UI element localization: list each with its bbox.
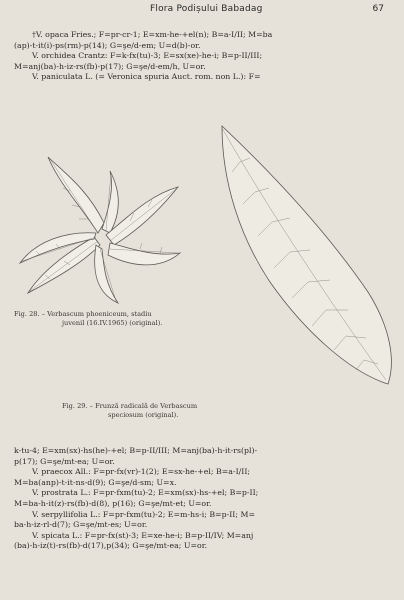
caption-line: Fig. 29. – Frunză radicală de Verbascum bbox=[62, 402, 198, 410]
text-line: †V. opaca Fries.; F=pr-cr-1; E=xm-he-+el(n); B=a-I/II; M=ba bbox=[32, 30, 273, 39]
text-line: (ap)-t-it(i)-ps(rm)-p(14); G=şe/d-em; U=d(b)-or. bbox=[14, 40, 201, 50]
leaf-shape bbox=[108, 243, 180, 265]
text-line: ba-h-iz-rl-d(7); G=şe/mt-es; U=or. bbox=[14, 520, 148, 530]
top-text-block bbox=[14, 30, 390, 83]
text-line: V. serpyllifolia L.: F=pr-fxm(tu)-2; E=m-hs-i; B=p-II; M= bbox=[32, 509, 255, 519]
text-line: p(17); G=şe/mt-ea; U=or. bbox=[14, 456, 115, 466]
caption-line: speciosum (original). bbox=[108, 410, 179, 419]
caption-line: juvenil (16.IV.1965) (original). bbox=[62, 318, 163, 327]
text-line: (ba)-h-iz(t)-rs(fb)-d(17),p(34); G=şe/mt-ea; U=or. bbox=[14, 541, 208, 551]
text-line: k-tu-4; E=xm(sx)-hs(he)-+el; B=p-II/III; M=anj(ba)-h-it-rs(pl)- bbox=[14, 446, 258, 455]
text-line: M=anj(ba)-h-iz-rs(fb)-p(17); G=şe/d-em/h, U=or. bbox=[14, 61, 206, 71]
figure-28-illustration bbox=[10, 145, 185, 310]
text-line: V. prostrata L.: F=pr-fxm(tu)-2; E=xm(sx)-hs-+el; B=p-II; bbox=[32, 488, 259, 498]
bottom-text-block bbox=[14, 446, 390, 552]
page-header bbox=[0, 4, 404, 18]
caption-line: Fig. 28. – Verbascum phoeniceum, stadiu bbox=[14, 310, 152, 318]
text-line: M=ba-h-it(z)-rs(fb)-d(8), p(16); G=şe/mt-et; U=or. bbox=[14, 498, 212, 508]
page-number: 67 bbox=[372, 4, 384, 14]
leaf-shape bbox=[48, 157, 104, 233]
text-line: V. orchidea Crantz: F=k-fx(tu)-3; E=sx(xe)-he-i; B=p-II/III; bbox=[32, 51, 263, 61]
figure-29-caption bbox=[62, 402, 197, 419]
figure-28-caption bbox=[14, 310, 162, 327]
figure-29-illustration bbox=[200, 122, 400, 392]
leaf-shape bbox=[222, 126, 391, 384]
text-line: V. spicata L.: F=pr-fx(st)-3; E=xe-he-i; B=p-II/IV; M=anj bbox=[32, 530, 254, 540]
leaf-shape bbox=[102, 171, 118, 233]
text-line: V. paniculata L. (= Veronica spuria Auct. rom. non L.): F= bbox=[32, 72, 261, 82]
text-line: M=ba(anp)-t-it-ns-d(9); G=şe/d-sm; U=x. bbox=[14, 477, 177, 487]
text-line: V. praecox All.: F=pr-fx(vr)-1(2); E=sx-he-+el; B=a-I/II; bbox=[32, 467, 251, 477]
running-title: Flora Podișului Babadag bbox=[150, 4, 263, 14]
